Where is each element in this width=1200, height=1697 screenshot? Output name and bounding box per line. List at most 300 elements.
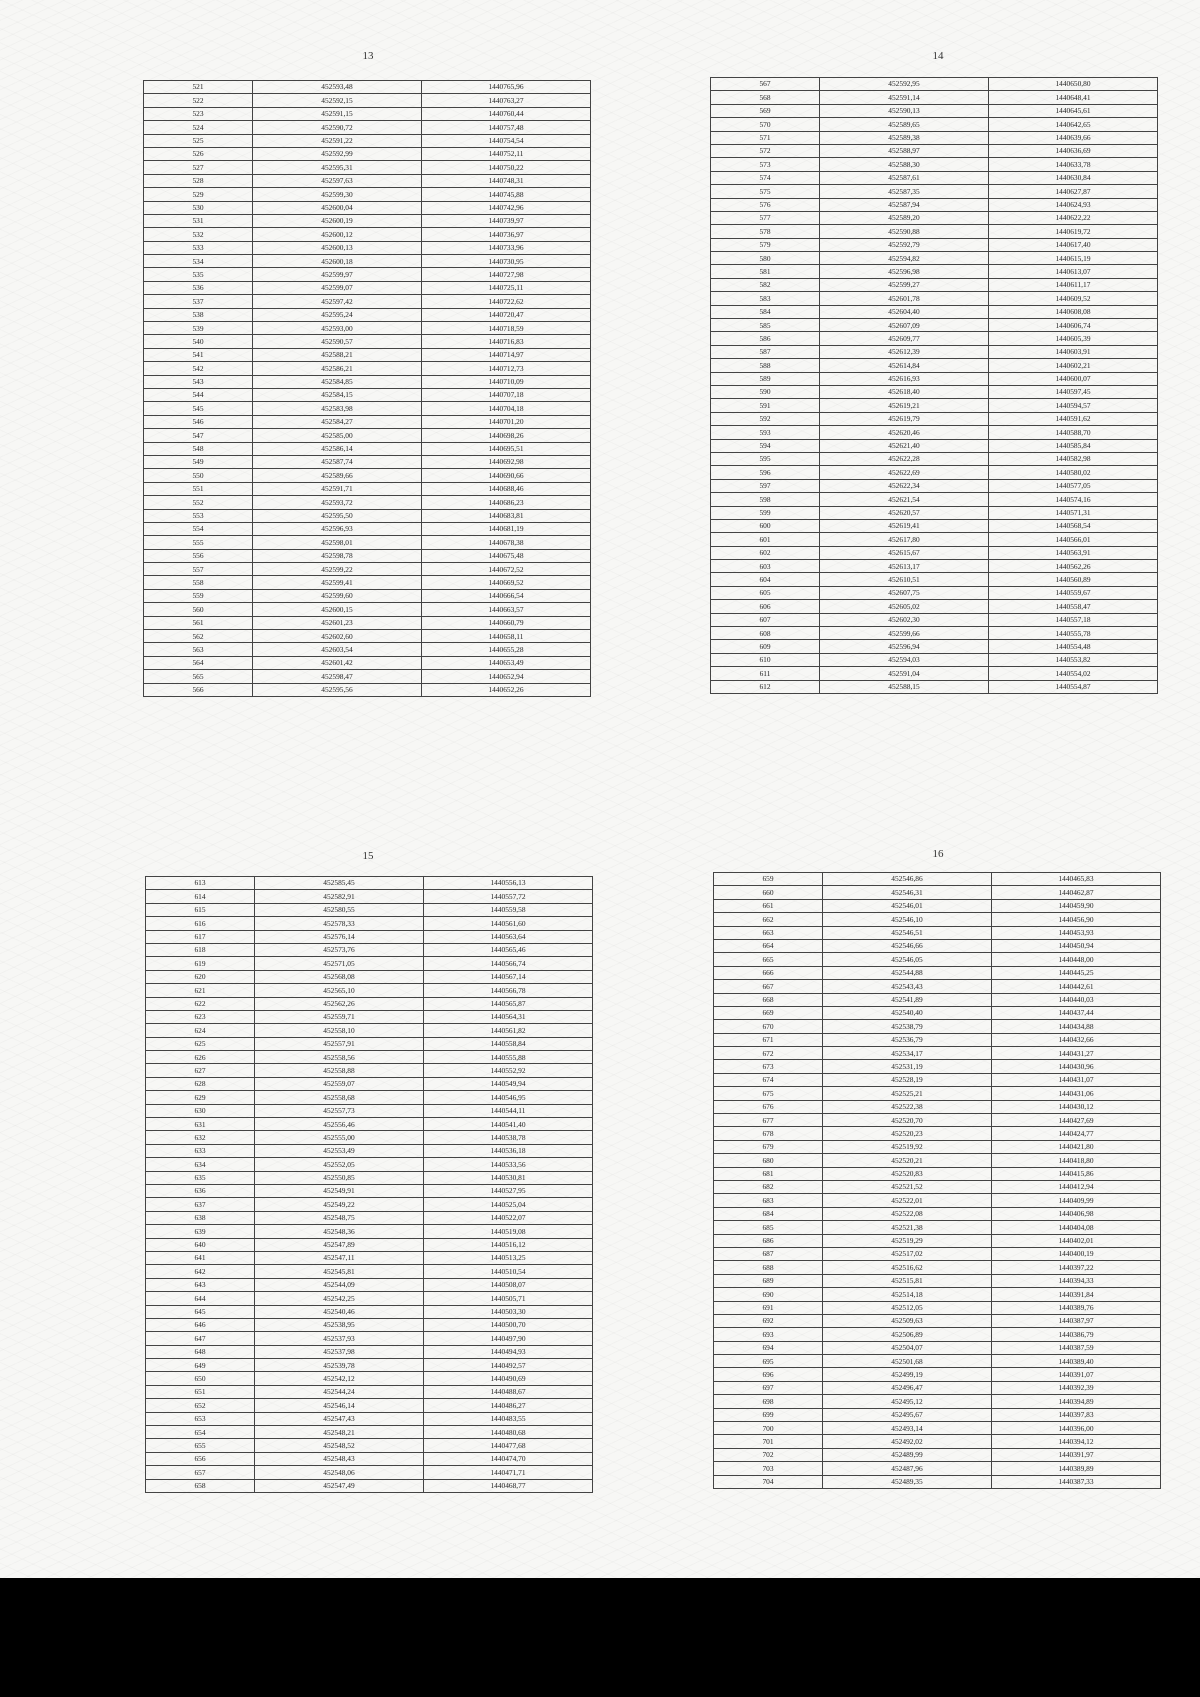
x-coordinate-cell: 452584,27: [253, 415, 422, 428]
table-row: [714, 1060, 1161, 1073]
table-row: [146, 1466, 593, 1479]
x-coordinate-cell: 452501,68: [823, 1355, 992, 1368]
point-number-cell: 530: [144, 201, 253, 214]
page-number-16: 16: [932, 848, 944, 860]
x-coordinate-cell: 452541,89: [823, 993, 992, 1006]
point-number-cell: 681: [714, 1167, 823, 1180]
table-row: [144, 509, 591, 522]
table-row: [146, 903, 593, 916]
point-number-cell: 619: [146, 957, 255, 970]
point-number-cell: 595: [711, 452, 820, 465]
table-row: [711, 452, 1158, 465]
x-coordinate-cell: 452607,09: [820, 319, 989, 332]
table-row: [146, 1278, 593, 1291]
point-number-cell: 629: [146, 1091, 255, 1104]
y-coordinate-cell: 1440549,94: [424, 1077, 593, 1090]
table-row: [146, 1479, 593, 1492]
table-row: [714, 1422, 1161, 1435]
y-coordinate-cell: 1440627,87: [989, 185, 1158, 198]
x-coordinate-cell: 452578,33: [255, 917, 424, 930]
y-coordinate-cell: 1440660,79: [422, 616, 591, 629]
table-row: [711, 104, 1158, 117]
x-coordinate-cell: 452622,69: [820, 466, 989, 479]
x-coordinate-cell: 452590,72: [253, 121, 422, 134]
y-coordinate-cell: 1440559,67: [989, 586, 1158, 599]
y-coordinate-cell: 1440389,89: [992, 1462, 1161, 1475]
x-coordinate-cell: 452596,98: [820, 265, 989, 278]
point-number-cell: 699: [714, 1408, 823, 1421]
x-coordinate-cell: 452588,21: [253, 348, 422, 361]
x-coordinate-cell: 452598,78: [253, 549, 422, 562]
table-row: [714, 1274, 1161, 1287]
table-row: [146, 877, 593, 890]
x-coordinate-cell: 452596,93: [253, 522, 422, 535]
y-coordinate-cell: 1440391,97: [992, 1448, 1161, 1461]
x-coordinate-cell: 452594,03: [820, 653, 989, 666]
point-number-cell: 637: [146, 1198, 255, 1211]
y-coordinate-cell: 1440486,27: [424, 1399, 593, 1412]
x-coordinate-cell: 452586,21: [253, 362, 422, 375]
x-coordinate-cell: 452601,78: [820, 292, 989, 305]
table-row: [714, 1020, 1161, 1033]
x-coordinate-cell: 452515,81: [823, 1274, 992, 1287]
table-row: [714, 1341, 1161, 1354]
y-coordinate-cell: 1440477,68: [424, 1439, 593, 1452]
point-number-cell: 540: [144, 335, 253, 348]
y-coordinate-cell: 1440544,11: [424, 1104, 593, 1117]
table-row: [714, 1127, 1161, 1140]
y-coordinate-cell: 1440642,65: [989, 118, 1158, 131]
point-number-cell: 632: [146, 1131, 255, 1144]
x-coordinate-cell: 452552,05: [255, 1158, 424, 1171]
point-number-cell: 569: [711, 104, 820, 117]
y-coordinate-cell: 1440565,87: [424, 997, 593, 1010]
point-number-cell: 692: [714, 1314, 823, 1327]
table-row: [711, 359, 1158, 372]
table-row: [711, 158, 1158, 171]
point-number-cell: 673: [714, 1060, 823, 1073]
table-row: [146, 943, 593, 956]
point-number-cell: 647: [146, 1332, 255, 1345]
x-coordinate-cell: 452599,30: [253, 188, 422, 201]
table-row: [144, 255, 591, 268]
x-coordinate-cell: 452620,46: [820, 426, 989, 439]
y-coordinate-cell: 1440397,83: [992, 1408, 1161, 1421]
x-coordinate-cell: 452517,02: [823, 1247, 992, 1260]
y-coordinate-cell: 1440710,09: [422, 375, 591, 388]
coordinates-table-page-13: [143, 80, 591, 697]
table-row: [711, 600, 1158, 613]
x-coordinate-cell: 452588,97: [820, 144, 989, 157]
x-coordinate-cell: 452599,27: [820, 278, 989, 291]
point-number-cell: 532: [144, 228, 253, 241]
y-coordinate-cell: 1440431,07: [992, 1073, 1161, 1086]
x-coordinate-cell: 452619,79: [820, 412, 989, 425]
point-number-cell: 576: [711, 198, 820, 211]
table-row: [711, 305, 1158, 318]
point-number-cell: 656: [146, 1452, 255, 1465]
table-row: [711, 586, 1158, 599]
point-number-cell: 541: [144, 348, 253, 361]
x-coordinate-cell: 452599,66: [820, 627, 989, 640]
x-coordinate-cell: 452591,22: [253, 134, 422, 147]
table-row: [146, 1064, 593, 1077]
x-coordinate-cell: 452540,46: [255, 1305, 424, 1318]
y-coordinate-cell: 1440716,83: [422, 335, 591, 348]
y-coordinate-cell: 1440513,25: [424, 1251, 593, 1264]
x-coordinate-cell: 452546,31: [823, 886, 992, 899]
table-row: [714, 1395, 1161, 1408]
table-row: [711, 506, 1158, 519]
x-coordinate-cell: 452506,89: [823, 1328, 992, 1341]
table-row: [146, 1412, 593, 1425]
point-number-cell: 600: [711, 519, 820, 532]
x-coordinate-cell: 452592,79: [820, 238, 989, 251]
y-coordinate-cell: 1440530,81: [424, 1171, 593, 1184]
point-number-cell: 626: [146, 1051, 255, 1064]
table-row: [714, 993, 1161, 1006]
point-number-cell: 551: [144, 482, 253, 495]
point-number-cell: 590: [711, 385, 820, 398]
table-row: [146, 997, 593, 1010]
table-row: [144, 228, 591, 241]
table-row: [711, 131, 1158, 144]
x-coordinate-cell: 452596,94: [820, 640, 989, 653]
point-number-cell: 690: [714, 1288, 823, 1301]
point-number-cell: 623: [146, 1010, 255, 1023]
point-number-cell: 555: [144, 536, 253, 549]
x-coordinate-cell: 452522,38: [823, 1100, 992, 1113]
table-row: [144, 683, 591, 696]
x-coordinate-cell: 452600,19: [253, 214, 422, 227]
x-coordinate-cell: 452600,18: [253, 255, 422, 268]
x-coordinate-cell: 452519,29: [823, 1234, 992, 1247]
y-coordinate-cell: 1440525,04: [424, 1198, 593, 1211]
point-number-cell: 683: [714, 1194, 823, 1207]
y-coordinate-cell: 1440605,39: [989, 332, 1158, 345]
y-coordinate-cell: 1440391,07: [992, 1368, 1161, 1381]
y-coordinate-cell: 1440666,54: [422, 589, 591, 602]
y-coordinate-cell: 1440714,97: [422, 348, 591, 361]
table-row: [144, 589, 591, 602]
x-coordinate-cell: 452550,85: [255, 1171, 424, 1184]
point-number-cell: 650: [146, 1372, 255, 1385]
point-number-cell: 571: [711, 131, 820, 144]
point-number-cell: 522: [144, 94, 253, 107]
y-coordinate-cell: 1440561,82: [424, 1024, 593, 1037]
y-coordinate-cell: 1440409,99: [992, 1194, 1161, 1207]
y-coordinate-cell: 1440698,26: [422, 429, 591, 442]
y-coordinate-cell: 1440745,88: [422, 188, 591, 201]
point-number-cell: 536: [144, 281, 253, 294]
x-coordinate-cell: 452499,19: [823, 1368, 992, 1381]
x-coordinate-cell: 452531,19: [823, 1060, 992, 1073]
x-coordinate-cell: 452558,68: [255, 1091, 424, 1104]
x-coordinate-cell: 452620,57: [820, 506, 989, 519]
point-number-cell: 589: [711, 372, 820, 385]
y-coordinate-cell: 1440645,61: [989, 104, 1158, 117]
y-coordinate-cell: 1440736,97: [422, 228, 591, 241]
table-row: [144, 201, 591, 214]
x-coordinate-cell: 452548,06: [255, 1466, 424, 1479]
y-coordinate-cell: 1440386,79: [992, 1328, 1161, 1341]
x-coordinate-cell: 452493,14: [823, 1422, 992, 1435]
y-coordinate-cell: 1440555,88: [424, 1051, 593, 1064]
x-coordinate-cell: 452558,10: [255, 1024, 424, 1037]
point-number-cell: 566: [144, 683, 253, 696]
x-coordinate-cell: 452588,15: [820, 680, 989, 693]
y-coordinate-cell: 1440574,16: [989, 493, 1158, 506]
y-coordinate-cell: 1440763,27: [422, 94, 591, 107]
x-coordinate-cell: 452584,15: [253, 388, 422, 401]
point-number-cell: 689: [714, 1274, 823, 1287]
x-coordinate-cell: 452576,14: [255, 930, 424, 943]
y-coordinate-cell: 1440394,12: [992, 1435, 1161, 1448]
x-coordinate-cell: 452489,35: [823, 1475, 992, 1488]
point-number-cell: 524: [144, 121, 253, 134]
table-row: [714, 1221, 1161, 1234]
y-coordinate-cell: 1440669,52: [422, 576, 591, 589]
y-coordinate-cell: 1440430,96: [992, 1060, 1161, 1073]
x-coordinate-cell: 452540,40: [823, 1006, 992, 1019]
point-number-cell: 634: [146, 1158, 255, 1171]
table-row: [146, 1091, 593, 1104]
table-row: [714, 966, 1161, 979]
y-coordinate-cell: 1440500,70: [424, 1318, 593, 1331]
table-row: [144, 94, 591, 107]
y-coordinate-cell: 1440462,87: [992, 886, 1161, 899]
y-coordinate-cell: 1440389,40: [992, 1355, 1161, 1368]
x-coordinate-cell: 452602,30: [820, 613, 989, 626]
x-coordinate-cell: 452489,99: [823, 1448, 992, 1461]
x-coordinate-cell: 452619,21: [820, 399, 989, 412]
table-row: [711, 385, 1158, 398]
point-number-cell: 684: [714, 1207, 823, 1220]
x-coordinate-cell: 452557,91: [255, 1037, 424, 1050]
x-coordinate-cell: 452548,36: [255, 1225, 424, 1238]
x-coordinate-cell: 452582,91: [255, 890, 424, 903]
x-coordinate-cell: 452536,79: [823, 1033, 992, 1046]
x-coordinate-cell: 452594,82: [820, 252, 989, 265]
y-coordinate-cell: 1440396,00: [992, 1422, 1161, 1435]
table-row: [714, 1328, 1161, 1341]
x-coordinate-cell: 452547,43: [255, 1412, 424, 1425]
y-coordinate-cell: 1440480,68: [424, 1426, 593, 1439]
y-coordinate-cell: 1440432,66: [992, 1033, 1161, 1046]
table-row: [711, 171, 1158, 184]
table-row: [146, 917, 593, 930]
table-row: [144, 576, 591, 589]
point-number-cell: 624: [146, 1024, 255, 1037]
y-coordinate-cell: 1440739,97: [422, 214, 591, 227]
point-number-cell: 539: [144, 322, 253, 335]
coordinates-table-page-16: [713, 872, 1161, 1489]
x-coordinate-cell: 452547,89: [255, 1238, 424, 1251]
y-coordinate-cell: 1440440,03: [992, 993, 1161, 1006]
x-coordinate-cell: 452537,93: [255, 1332, 424, 1345]
x-coordinate-cell: 452600,13: [253, 241, 422, 254]
y-coordinate-cell: 1440431,27: [992, 1047, 1161, 1060]
y-coordinate-cell: 1440557,72: [424, 890, 593, 903]
point-number-cell: 583: [711, 292, 820, 305]
table-row: [146, 1104, 593, 1117]
point-number-cell: 592: [711, 412, 820, 425]
x-coordinate-cell: 452565,10: [255, 984, 424, 997]
x-coordinate-cell: 452555,00: [255, 1131, 424, 1144]
y-coordinate-cell: 1440585,84: [989, 439, 1158, 452]
x-coordinate-cell: 452546,01: [823, 899, 992, 912]
y-coordinate-cell: 1440404,08: [992, 1221, 1161, 1234]
x-coordinate-cell: 452591,04: [820, 667, 989, 680]
y-coordinate-cell: 1440653,49: [422, 656, 591, 669]
table-row: [714, 1355, 1161, 1368]
x-coordinate-cell: 452609,77: [820, 332, 989, 345]
y-coordinate-cell: 1440730,95: [422, 255, 591, 268]
y-coordinate-cell: 1440448,00: [992, 953, 1161, 966]
x-coordinate-cell: 452600,15: [253, 603, 422, 616]
x-coordinate-cell: 452616,93: [820, 372, 989, 385]
table-row: [144, 322, 591, 335]
table-row: [144, 147, 591, 160]
point-number-cell: 628: [146, 1077, 255, 1090]
y-coordinate-cell: 1440546,95: [424, 1091, 593, 1104]
y-coordinate-cell: 1440394,33: [992, 1274, 1161, 1287]
table-row: [144, 522, 591, 535]
y-coordinate-cell: 1440652,26: [422, 683, 591, 696]
x-coordinate-cell: 452573,76: [255, 943, 424, 956]
y-coordinate-cell: 1440533,56: [424, 1158, 593, 1171]
x-coordinate-cell: 452590,88: [820, 225, 989, 238]
table-row: [146, 1318, 593, 1331]
y-coordinate-cell: 1440397,22: [992, 1261, 1161, 1274]
point-number-cell: 558: [144, 576, 253, 589]
x-coordinate-cell: 452593,00: [253, 322, 422, 335]
point-number-cell: 575: [711, 185, 820, 198]
x-coordinate-cell: 452584,85: [253, 375, 422, 388]
table-row: [711, 198, 1158, 211]
x-coordinate-cell: 452612,39: [820, 345, 989, 358]
y-coordinate-cell: 1440400,19: [992, 1247, 1161, 1260]
point-number-cell: 701: [714, 1435, 823, 1448]
x-coordinate-cell: 452522,01: [823, 1194, 992, 1207]
point-number-cell: 694: [714, 1341, 823, 1354]
point-number-cell: 596: [711, 466, 820, 479]
y-coordinate-cell: 1440459,90: [992, 899, 1161, 912]
point-number-cell: 688: [714, 1261, 823, 1274]
point-number-cell: 568: [711, 91, 820, 104]
y-coordinate-cell: 1440437,44: [992, 1006, 1161, 1019]
table-row: [711, 372, 1158, 385]
point-number-cell: 578: [711, 225, 820, 238]
x-coordinate-cell: 452538,95: [255, 1318, 424, 1331]
point-number-cell: 627: [146, 1064, 255, 1077]
y-coordinate-cell: 1440558,47: [989, 600, 1158, 613]
point-number-cell: 554: [144, 522, 253, 535]
x-coordinate-cell: 452599,22: [253, 563, 422, 576]
table-row: [711, 225, 1158, 238]
x-coordinate-cell: 452548,43: [255, 1452, 424, 1465]
table-row: [146, 1051, 593, 1064]
point-number-cell: 676: [714, 1100, 823, 1113]
point-number-cell: 544: [144, 388, 253, 401]
point-number-cell: 648: [146, 1345, 255, 1358]
point-number-cell: 665: [714, 953, 823, 966]
table-row: [711, 399, 1158, 412]
y-coordinate-cell: 1440488,67: [424, 1385, 593, 1398]
coordinates-table-page-15: [145, 876, 593, 1493]
x-coordinate-cell: 452595,31: [253, 161, 422, 174]
point-number-cell: 572: [711, 144, 820, 157]
table-row: [714, 1100, 1161, 1113]
point-number-cell: 668: [714, 993, 823, 1006]
y-coordinate-cell: 1440750,22: [422, 161, 591, 174]
table-row: [711, 493, 1158, 506]
y-coordinate-cell: 1440483,55: [424, 1412, 593, 1425]
table-row: [146, 1238, 593, 1251]
point-number-cell: 534: [144, 255, 253, 268]
table-row: [144, 616, 591, 629]
point-number-cell: 674: [714, 1073, 823, 1086]
x-coordinate-cell: 452589,66: [253, 469, 422, 482]
table-row: [711, 439, 1158, 452]
y-coordinate-cell: 1440490,69: [424, 1372, 593, 1385]
x-coordinate-cell: 452600,04: [253, 201, 422, 214]
x-coordinate-cell: 452592,15: [253, 94, 422, 107]
table-row: [714, 873, 1161, 886]
table-row: [714, 886, 1161, 899]
table-row: [144, 563, 591, 576]
point-number-cell: 678: [714, 1127, 823, 1140]
point-number-cell: 652: [146, 1399, 255, 1412]
x-coordinate-cell: 452603,54: [253, 643, 422, 656]
point-number-cell: 658: [146, 1479, 255, 1492]
y-coordinate-cell: 1440560,89: [989, 573, 1158, 586]
y-coordinate-cell: 1440686,23: [422, 496, 591, 509]
y-coordinate-cell: 1440406,98: [992, 1207, 1161, 1220]
y-coordinate-cell: 1440453,93: [992, 926, 1161, 939]
point-number-cell: 525: [144, 134, 253, 147]
table-row: [146, 1372, 593, 1385]
point-number-cell: 543: [144, 375, 253, 388]
point-number-cell: 671: [714, 1033, 823, 1046]
x-coordinate-cell: 452557,73: [255, 1104, 424, 1117]
x-coordinate-cell: 452621,54: [820, 493, 989, 506]
point-number-cell: 546: [144, 415, 253, 428]
y-coordinate-cell: 1440456,90: [992, 913, 1161, 926]
point-number-cell: 547: [144, 429, 253, 442]
table-row: [714, 1448, 1161, 1461]
scan-bottom-margin: [0, 1578, 1200, 1697]
point-number-cell: 527: [144, 161, 253, 174]
table-row: [714, 1314, 1161, 1327]
point-number-cell: 693: [714, 1328, 823, 1341]
point-number-cell: 682: [714, 1180, 823, 1193]
table-row: [146, 1345, 593, 1358]
table-row: [714, 1006, 1161, 1019]
y-coordinate-cell: 1440672,52: [422, 563, 591, 576]
y-coordinate-cell: 1440655,28: [422, 643, 591, 656]
table-row: [711, 560, 1158, 573]
y-coordinate-cell: 1440558,84: [424, 1037, 593, 1050]
point-number-cell: 703: [714, 1462, 823, 1475]
y-coordinate-cell: 1440580,02: [989, 466, 1158, 479]
point-number-cell: 579: [711, 238, 820, 251]
table-row: [146, 1332, 593, 1345]
x-coordinate-cell: 452588,30: [820, 158, 989, 171]
table-row: [144, 670, 591, 683]
y-coordinate-cell: 1440391,84: [992, 1288, 1161, 1301]
table-row: [144, 656, 591, 669]
